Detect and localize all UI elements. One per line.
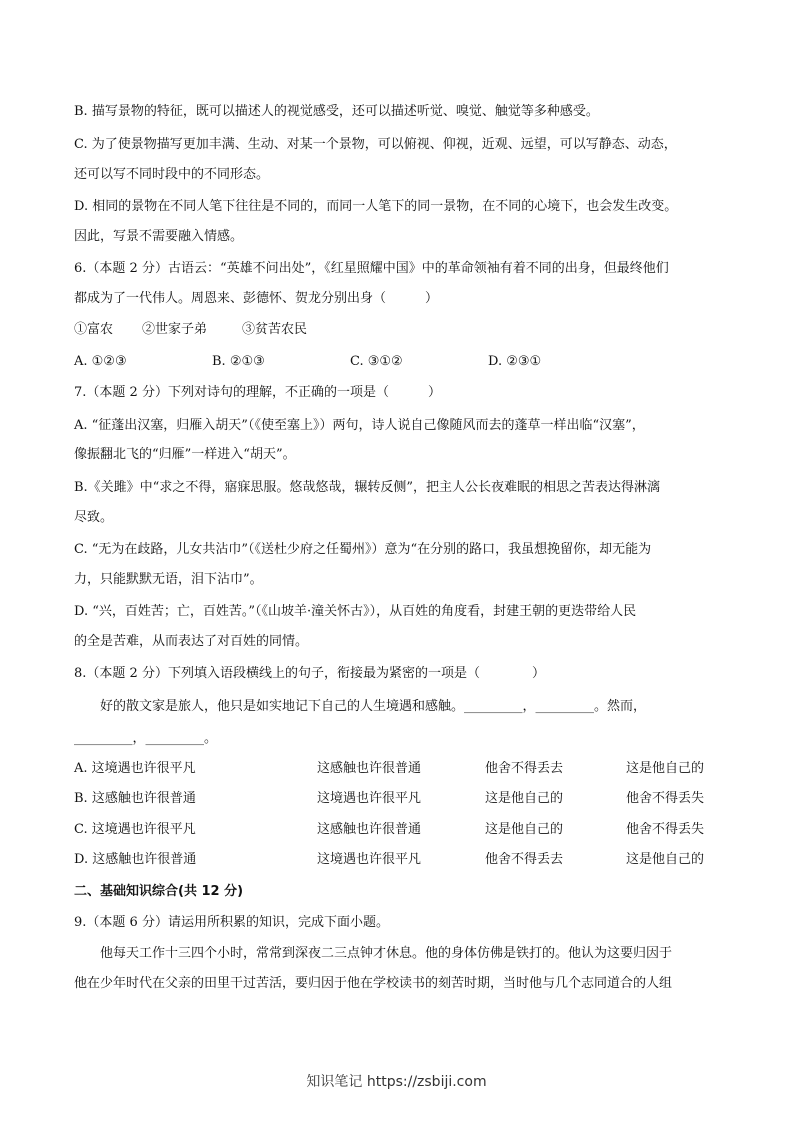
q8-option-c-col4: 他舍不得丢失 (626, 822, 705, 837)
q6-option-d: D. ②③① (488, 354, 542, 369)
q8-option-b-col1: B. 这感触也许很普通 (74, 791, 196, 806)
section-heading: 二、基础知识综合(共 12 分) (74, 884, 244, 899)
q6-option-b: B. ②①③ (212, 354, 265, 369)
q8-option-a-col4: 这是他自己的 (626, 761, 705, 776)
q8-option-a-col1: A. 这境遇也许很平凡 (74, 761, 196, 776)
q8-option-c-col1: C. 这境遇也许很平凡 (74, 822, 196, 837)
q6-item-3: ③贫苦农民 (242, 322, 308, 337)
q9-passage-line1: 他每天工作十三四个小时，常常到深夜二三点钟才休息。他的身体仿佛是铁打的。他认为这要归因于 (100, 946, 673, 961)
q5-option-b: B. 描写景物的特征，既可以描述人的视觉感受，还可以描述听觉、嗅觉、触觉等多种感受。 (74, 104, 599, 119)
q7-option-b-line1: B.《关雎》中“求之不得，寤寐思服。悠哉悠哉，辗转反侧”，把主人公长夜难眠的相思之苦表达得淋漓 (74, 480, 660, 495)
q7-option-a-line1: A. “征蓬出汉塞，归雁入胡天”（《使至塞上》）两句，诗人说自己像随风而去的蓬草一样出临“汉塞”， (74, 418, 645, 433)
q5-option-c-line2: 还可以写不同时段中的不同形态。 (74, 167, 270, 182)
q8-option-d-col3: 他舍不得丢去 (485, 852, 564, 867)
q8-option-b-col4: 他舍不得丢失 (626, 791, 705, 806)
q7-option-d-line1: D. “兴，百姓苦；亡，百姓苦。”（《山坡羊·潼关怀古》），从百姓的角度看，封建王朝的更迭带给人民 (74, 604, 637, 619)
q7-option-b-line2: 尽致。 (74, 510, 114, 525)
q6-item-1: ①富农 (74, 322, 114, 337)
q6-item-2: ②世家子弟 (142, 322, 208, 337)
q8-option-a-col2: 这感触也许很普通 (317, 761, 422, 776)
q8-option-d-col2: 这境遇也许很平凡 (317, 852, 422, 867)
q6-option-c: C. ③①② (350, 354, 403, 369)
q9-passage-line2: 他在少年时代在父亲的田里干过苦活，要归因于他在学校读书的刻苦时期，当时他与几个志同道合的人组 (74, 976, 673, 991)
q9-stem: 9.（本题 6 分）请运用所积累的知识，完成下面小题。 (74, 915, 389, 930)
q8-option-c-col3: 这是他自己的 (485, 822, 564, 837)
q7-option-d-line2: 的全是苦难，从而表达了对百姓的同情。 (74, 634, 309, 649)
q8-passage-line2: _________，_________。 (74, 731, 218, 746)
q8-option-d-col1: D. 这感触也许很普通 (74, 852, 197, 867)
q8-stem: 8.（本题 2 分）下列填入语段横线上的句子，衔接最为紧密的一项是（ ） (74, 666, 545, 681)
q8-option-c-col2: 这感触也许很普通 (317, 822, 422, 837)
q5-option-d-line1: D. 相同的景物在不同人笔下往往是不同的，而同一人笔下的同一景物，在不同的心境下，也会发生改变。 (74, 199, 678, 214)
q6-stem-line1: 6.（本题 2 分）古语云：“英雄不问出处”，《红星照耀中国》中的革命领袖有着不同的出身，但最终他们 (74, 261, 669, 276)
q5-option-c-line1: C. 为了使景物描写更加丰满、生动、对某一个景物，可以俯视、仰视，近观、远望，可以写静态、动态， (74, 137, 677, 152)
q6-option-a: A. ①②③ (74, 354, 127, 369)
q7-option-c-line1: C. “无为在歧路，儿女共沾巾”（《送杜少府之任蜀州》）意为“在分别的路口，我虽想挽留你，却无能为 (74, 542, 652, 557)
q8-option-b-col3: 这是他自己的 (485, 791, 564, 806)
q7-stem: 7.（本题 2 分）下列对诗句的理解，不正确的一项是（ ） (74, 385, 441, 400)
q8-option-a-col3: 他舍不得丢去 (485, 761, 564, 776)
footer-watermark: 知识笔记 https://zsbiji.com (306, 1074, 487, 1090)
q8-passage-line1: 好的散文家是旅人，他只是如实地记下自己的人生境遇和感触。_________，_________。然而， (100, 699, 647, 714)
q5-option-d-line2: 因此，写景不需要融入情感。 (74, 229, 244, 244)
q7-option-a-line2: 像振翻北飞的“归雁”一样进入“胡天”。 (74, 447, 296, 462)
q7-option-c-line2: 力，只能默默无语，泪下沾巾”。 (74, 572, 263, 587)
q8-option-d-col4: 这是他自己的 (626, 852, 705, 867)
q6-stem-line2: 都成为了一代伟人。周恩来、彭德怀、贺龙分别出身（ ） (74, 291, 439, 306)
q8-option-b-col2: 这境遇也许很平凡 (317, 791, 422, 806)
